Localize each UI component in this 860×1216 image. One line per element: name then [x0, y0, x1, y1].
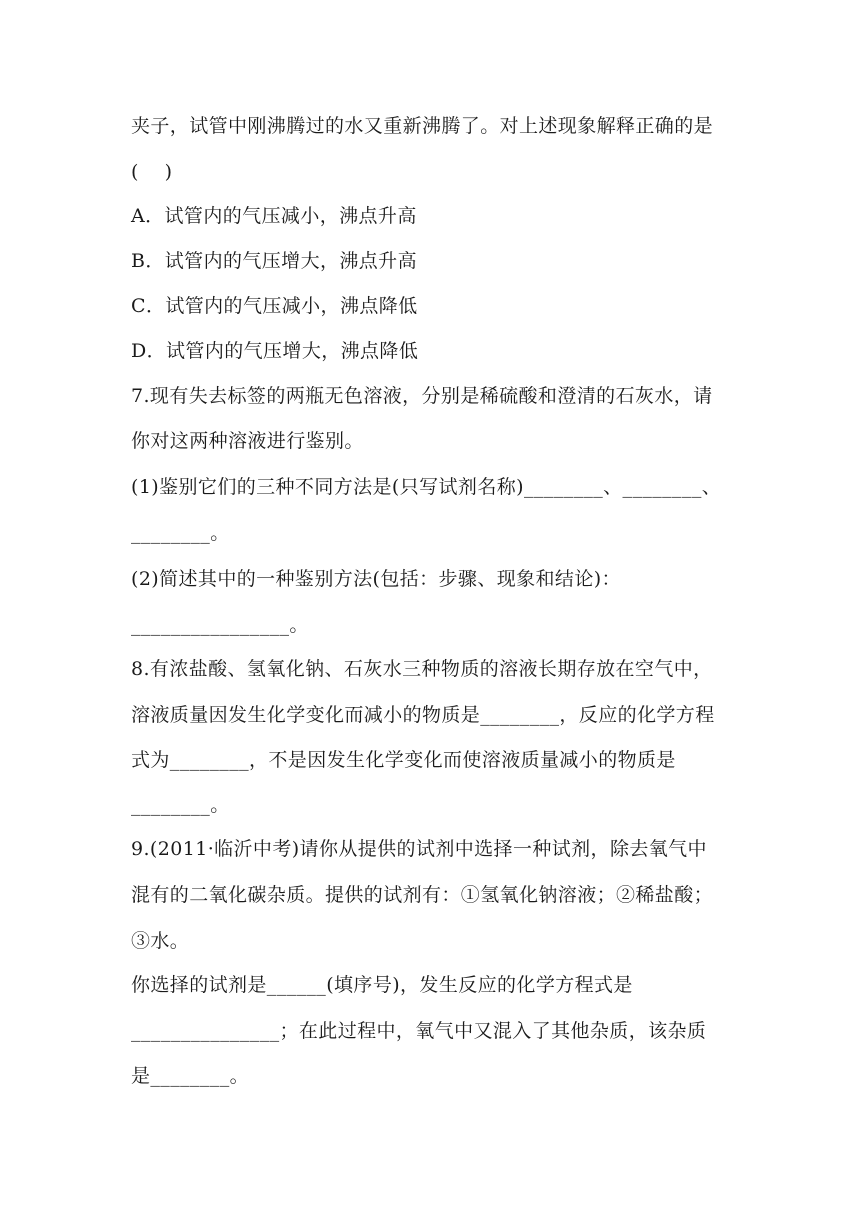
q6-option-c: C．试管内的气压减小，沸点降低 — [131, 295, 418, 317]
q7-part2-line-1: (2)简述其中的一种鉴别方法(包括：步骤、现象和结论)： — [131, 568, 621, 590]
q7-part2-line-2: ________________。 — [131, 614, 309, 636]
q8-line-2: 溶液质量因发生化学变化而减小的物质是________，反应的化学方程 — [131, 704, 715, 726]
q6-option-b: B．试管内的气压增大，沸点升高 — [131, 250, 417, 272]
q6-option-a: A．试管内的气压减小，沸点升高 — [131, 205, 417, 227]
q6-answer-bracket: ( ) — [131, 161, 173, 183]
q7-stem-line-2: 你对这两种溶液进行鉴别。 — [131, 430, 364, 452]
q8-line-4: ________。 — [131, 794, 230, 816]
q9-line-6: 是________。 — [131, 1065, 250, 1087]
q9-line-5: _______________；在此过程中，氧气中又混入了其他杂质，该杂质 — [131, 1020, 707, 1042]
q6-option-d: D．试管内的气压增大，沸点降低 — [131, 340, 419, 362]
q8-line-3: 式为________，不是因发生化学变化而使溶液质量减小的物质是 — [131, 749, 676, 771]
q9-line-4: 你选择的试剂是______(填序号)，发生反应的化学方程式是 — [131, 974, 633, 996]
q7-part1-line-2: ________。 — [131, 522, 230, 544]
q8-line-1: 8.有浓盐酸、氢氧化钠、石灰水三种物质的溶液长期存放在空气中， — [131, 658, 713, 680]
q9-line-3: ③水。 — [131, 930, 190, 952]
q9-line-1: 9.(2011·临沂中考)请你从提供的试剂中选择一种试剂，除去氧气中 — [131, 838, 707, 860]
q7-part1-line-1: (1)鉴别它们的三种不同方法是(只写试剂名称)________、________、 — [131, 476, 722, 498]
q9-line-2: 混有的二氧化碳杂质。提供的试剂有：①氢氧化钠溶液；②稀盐酸； — [131, 884, 714, 906]
q7-stem-line-1: 7.现有失去标签的两瓶无色溶液，分别是稀硫酸和澄清的石灰水，请 — [131, 385, 713, 407]
q6-stem-end: 夹子，试管中刚沸腾过的水又重新沸腾了。对上述现象解释正确的是 — [131, 115, 714, 137]
